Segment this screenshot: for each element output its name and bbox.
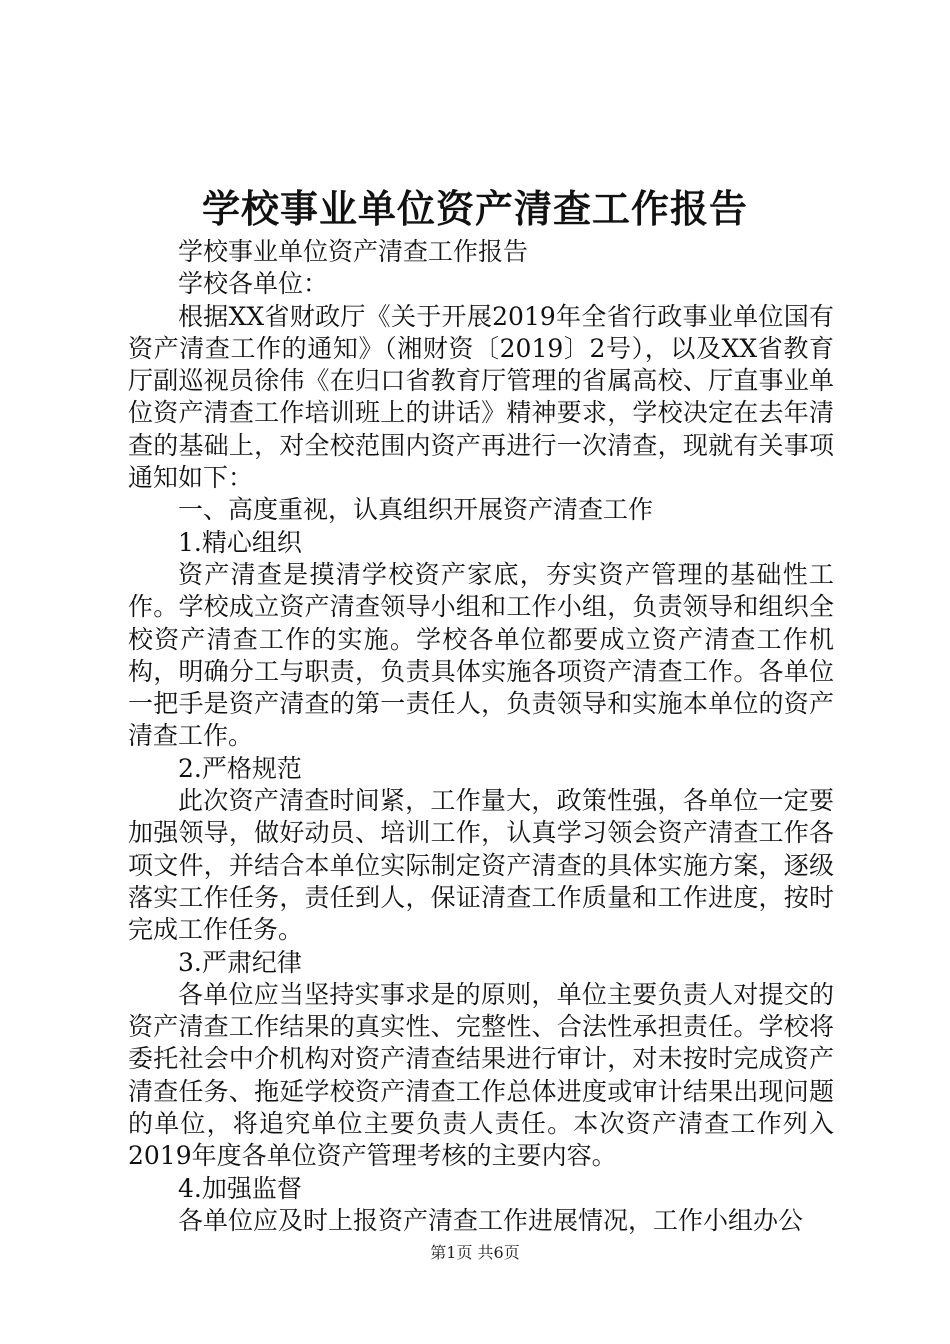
intro-paragraph: 根据XX省财政厅《关于开展2019年全省行政事业单位国有资产清查工作的通知》（湘财资〔2019〕2号），以及XX省教育厅副巡视员徐伟《在归口省教育厅管理的省属高校、厅直事业单位资产清查工作培训班上的讲话》精神要求，学校决定在去年清查的基础上，对全校范围内资产再进行一次清查，现就有关事项通知如下： — [128, 301, 834, 493]
paragraph-4: 各单位应及时上报资产清查工作进展情况，工作小组办公 — [178, 1205, 804, 1235]
document-title: 学校事业单位资产清查工作报告 — [201, 186, 748, 231]
subheading-3: 3.严肃纪律 — [178, 947, 302, 977]
subheading-4: 4.加强监督 — [178, 1173, 302, 1203]
salutation: 学校各单位： — [178, 269, 329, 299]
subheading-1: 1.精心组织 — [178, 527, 302, 557]
paragraph-2: 此次资产清查时间紧，工作量大，政策性强，各单位一定要加强领导，做好动员、培训工作，认真学习领会资产清查工作各项文件，并结合本单位实际制定资产清查的具体实施方案，逐级落实工作任务，责任到人，保证清查工作质量和工作进度，按时完成工作任务。 — [128, 786, 834, 945]
subheading-2: 2.严格规范 — [178, 753, 302, 783]
page-footer: 第1页 共6页 — [430, 1243, 520, 1262]
document-body — [128, 236, 834, 1237]
paragraph-1: 资产清查是摸清学校资产家底，夯实资产管理的基础性工作。学校成立资产清查领导小组和工作小组，负责领导和组织全校资产清查工作的实施。学校各单位都要成立资产清查工作机构，明确分工与职责，负责具体实施各项资产清查工作。各单位一把手是资产清查的第一责任人，负责领导和实施本单位的资产清查工作。 — [128, 559, 834, 751]
paragraph-3: 各单位应当坚持实事求是的原则，单位主要负责人对提交的资产清查工作结果的真实性、完整性、合法性承担责任。学校将委托社会中介机构对资产清查结果进行审计，对未按时完成资产清查任务、拖延学校资产清查工作总体进度或审计结果出现问题的单位，将追究单位主要负责人责任。本次资产清查工作列入2019年度各单位资产管理考核的主要内容。 — [128, 979, 834, 1171]
section-heading-1: 一、高度重视，认真组织开展资产清查工作 — [178, 495, 654, 525]
subtitle-line: 学校事业单位资产清查工作报告 — [178, 237, 529, 266]
